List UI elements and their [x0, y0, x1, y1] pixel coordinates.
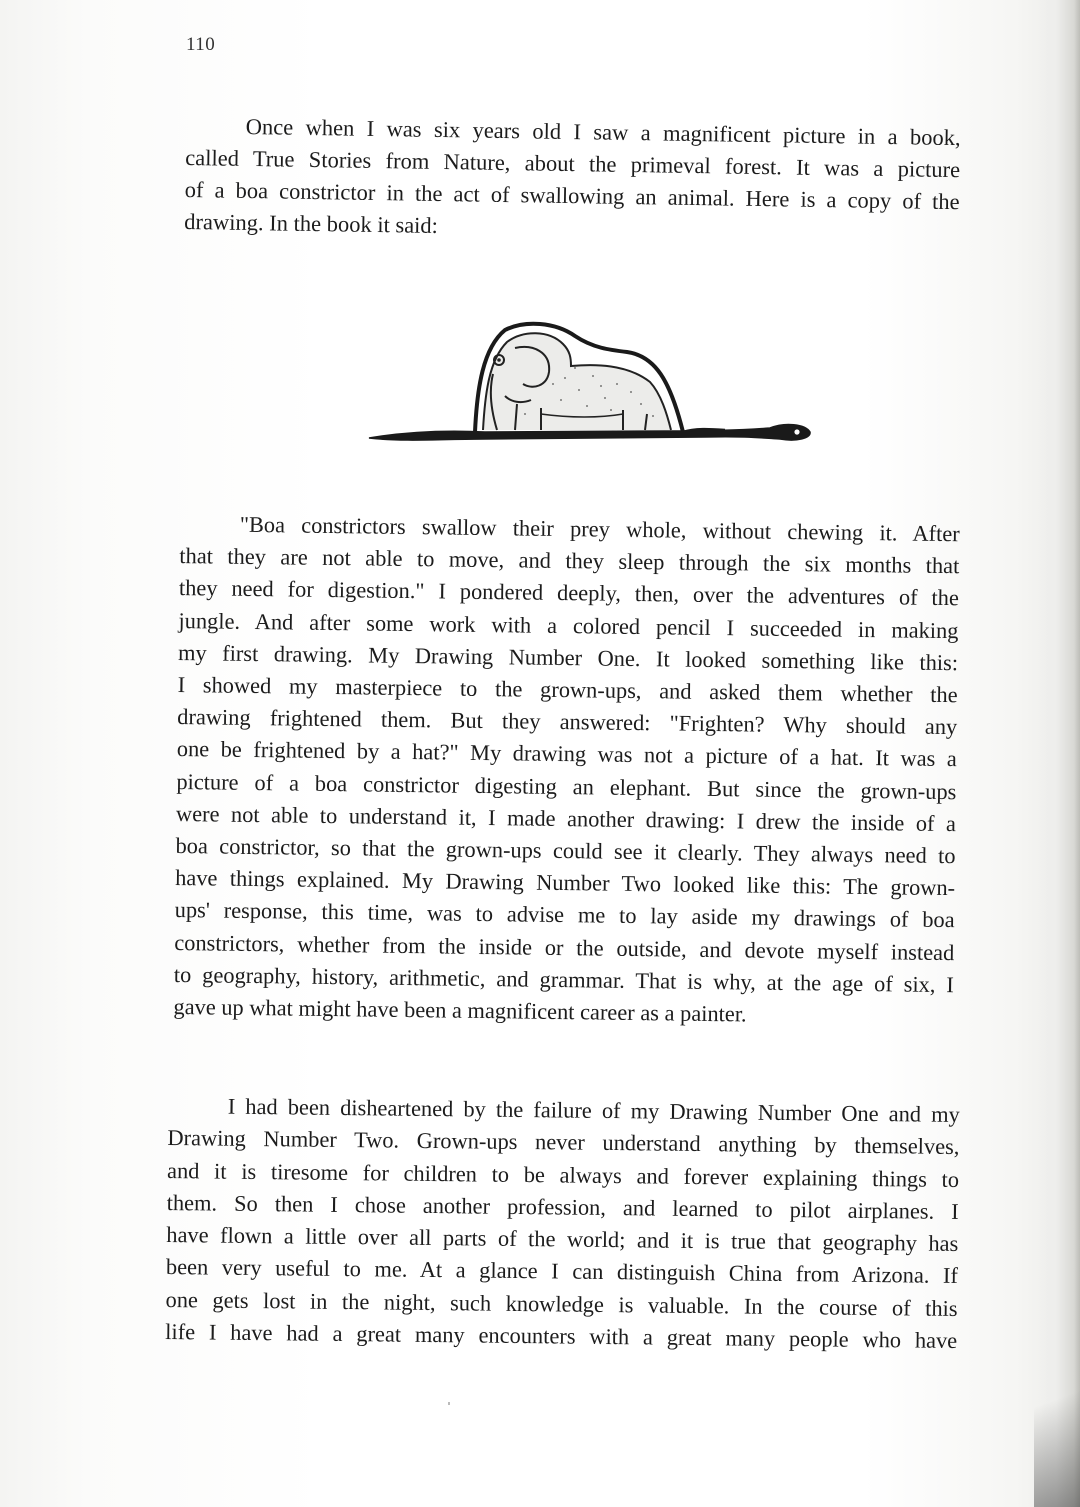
paragraph-line: been very useful to me. At a glance I can distinguish China from Arizona. If [165, 1254, 959, 1289]
boa-constrictor-elephant-illustration [365, 318, 815, 450]
paragraph-line: Drawing Number Two. Grown-ups never understand anything by themselves, [167, 1125, 960, 1160]
paragraph-line: gave up what might have been a magnificent career as a painter. [173, 994, 747, 1027]
snake-eye [794, 429, 799, 434]
paragraph-line: called True Stories from Nature, about the primeval forest. It was a picture [185, 144, 961, 183]
paragraph-line: have things explained. My Drawing Number Two looked like this: The grown- [174, 865, 956, 901]
paragraph-line: drawing. In the book it said: [184, 208, 439, 238]
paragraph-line: picture of a boa constrictor digesting an elephant. But since the grown-ups [176, 768, 957, 804]
paragraph-line: drawing frightened them. But they answered: "Frighten? Why should any [177, 704, 958, 740]
paragraph-line: I showed my masterpiece to the grown-ups, and asked them whether the [177, 672, 958, 708]
paragraph-line: to geography, history, arithmetic, and grammar. That is why, at the age of six, I [173, 961, 954, 998]
paragraph-line: were not able to understand it, I made another drawing: I drew the inside of a [175, 800, 957, 837]
paragraph-line: life I have had a great many encounters with a great many people who have [165, 1319, 958, 1354]
paragraph-line: I had been disheartened by the failure of my Drawing Number One and my [227, 1093, 960, 1127]
paragraph-line: have flown a little over all parts of the world; and it is true that geography has [166, 1222, 959, 1257]
paragraph-line: and it is tiresome for children to be always and forever explaining things to [166, 1157, 960, 1192]
paragraph-line: jungle. And after some work with a colored pencil I succeeded in making [178, 607, 959, 643]
paragraph-line: boa constrictor, so that the grown-ups could see it clearly. They always need to [175, 833, 956, 869]
paragraph-line: they need for digestion." I pondered deeply, then, over the adventures of the [178, 575, 960, 611]
paragraph-line: Once when I was six years old I saw a magnificent picture in a book, [245, 113, 961, 151]
paragraph-line: my first drawing. My Drawing Number One. It looked something like this: [177, 639, 959, 676]
page-edge-shadow [1040, 0, 1080, 1507]
paragraph-1 [184, 110, 961, 250]
paragraph-3 [165, 1090, 960, 1357]
paragraph-line: them. So then I chose another profession, and learned to pilot airplanes. I [166, 1189, 959, 1224]
paragraph-line: ups' response, this time, was to advise me to lay aside my drawings of boa [174, 897, 955, 933]
paragraph-line: one be frightened by a hat?" My drawing was not a picture of a hat. It was a [176, 736, 957, 772]
paragraph-line: that they are not able to move, and they sleep through the six months that [179, 543, 960, 579]
paragraph-line: constrictors, whether from the inside or the outside, and devote myself instead [174, 929, 955, 965]
page-corner-shadow [1034, 1357, 1080, 1507]
page-number: 110 [186, 34, 216, 55]
paragraph-line: of a boa constrictor in the act of swallowing an animal. Here is a copy of the [184, 176, 960, 215]
paragraph-line: one gets lost in the night, such knowledge is valuable. In the course of this [165, 1286, 958, 1321]
paragraph-line: "Boa constrictors swallow their prey whole, without chewing it. After [239, 511, 960, 547]
paragraph-2 [173, 508, 960, 1033]
paper-fleck [448, 1402, 450, 1405]
